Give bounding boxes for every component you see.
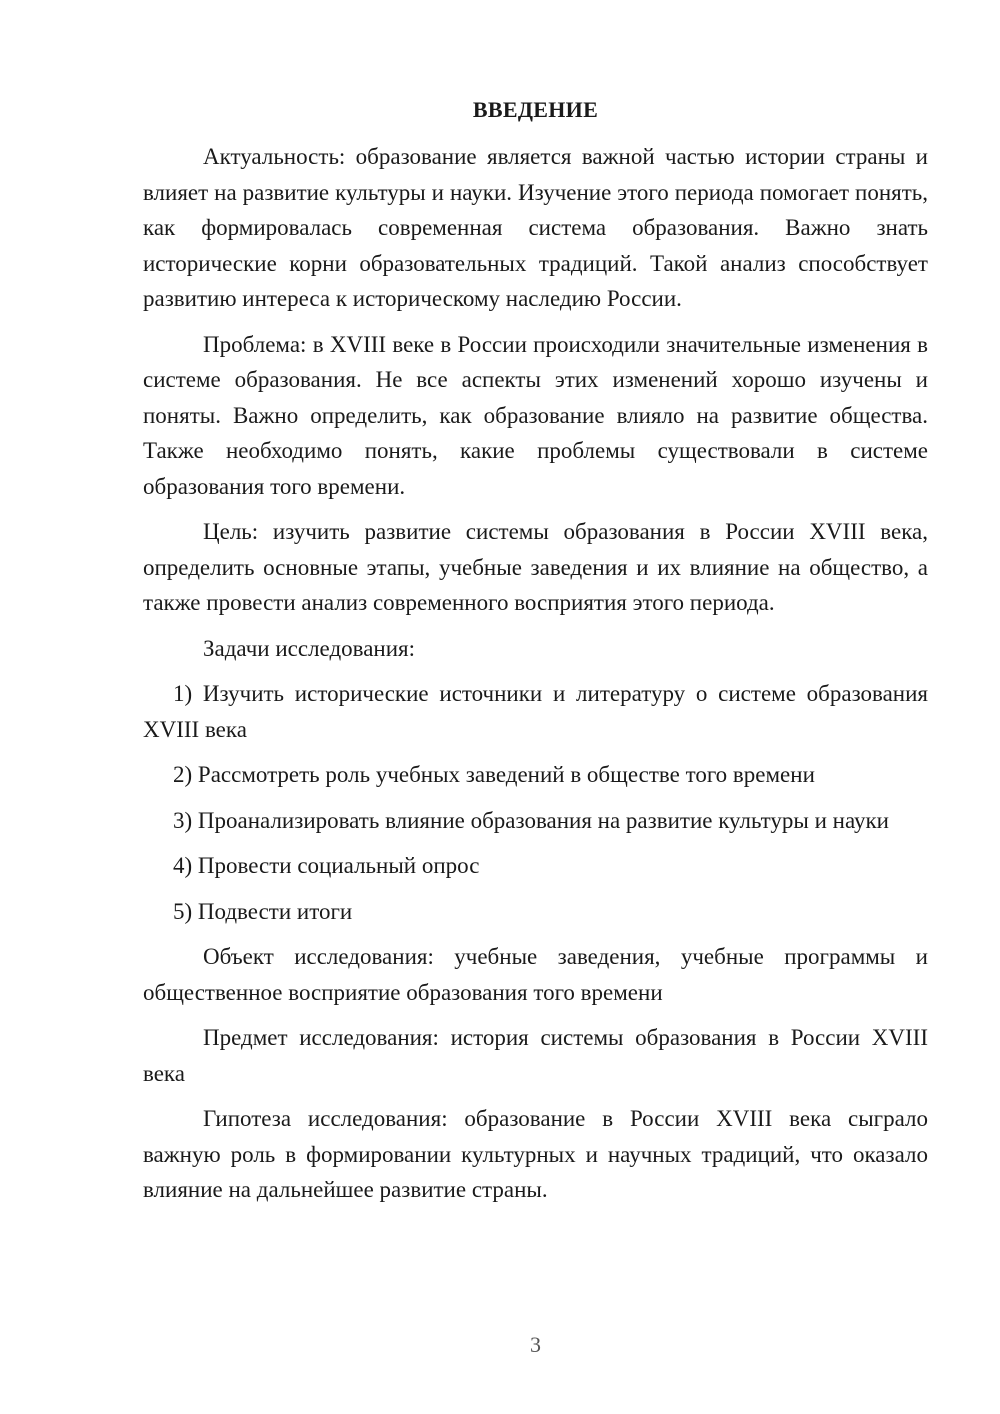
- task-item-3: 3) Проанализировать влияние образования на развитие культуры и науки: [173, 807, 889, 833]
- problem-paragraph: Проблема: в XVIII веке в России происходили значительные изменения в системе образования. Не все аспекты этих изменений хорошо изучены и поняты. Важно определить, как образование влияло на развитие общества. Также необходимо понять, какие проблемы существовали в системе образования того времени.: [143, 331, 928, 499]
- page-content: [143, 92, 928, 1218]
- goal-paragraph: Цель: изучить развитие системы образования в России XVIII века, определить основные этапы, учебные заведения и их влияние на общество, а также провести анализ современного восприятия этого периода.: [143, 519, 928, 615]
- task-item-1: 1) Изучить исторические источники и литературу о системе образования XVIII века: [143, 681, 928, 742]
- section-heading: ВВЕДЕНИЕ: [472, 97, 599, 122]
- object-paragraph: Объект исследования: учебные заведения, учебные программы и общественное восприятие образования того времени: [143, 944, 928, 1005]
- task-item-4: 4) Провести социальный опрос: [173, 853, 480, 878]
- task-item-5: 5) Подвести итоги: [173, 898, 353, 924]
- page-number: 3: [530, 1332, 541, 1357]
- subject-paragraph: Предмет исследования: история системы образования в России XVIII века: [143, 1025, 928, 1086]
- relevance-paragraph: Актуальность: образование является важной частью истории страны и влияет на развитие культуры и науки. Изучение этого периода помогает понять, как формировалась современная система образования. Важно знать исторические корни образовательных традиций. Такой анализ способствует развитию интереса к историческому наследию России.: [143, 144, 928, 311]
- task-item-2: 2) Рассмотреть роль учебных заведений в обществе того времени: [173, 762, 815, 787]
- hypothesis-paragraph: Гипотеза исследования: образование в России XVIII века сыграло важную роль в формировании культурных и научных традиций, что оказало влияние на дальнейшее развитие страны.: [143, 1106, 928, 1202]
- tasks-intro: Задачи исследования:: [203, 635, 416, 661]
